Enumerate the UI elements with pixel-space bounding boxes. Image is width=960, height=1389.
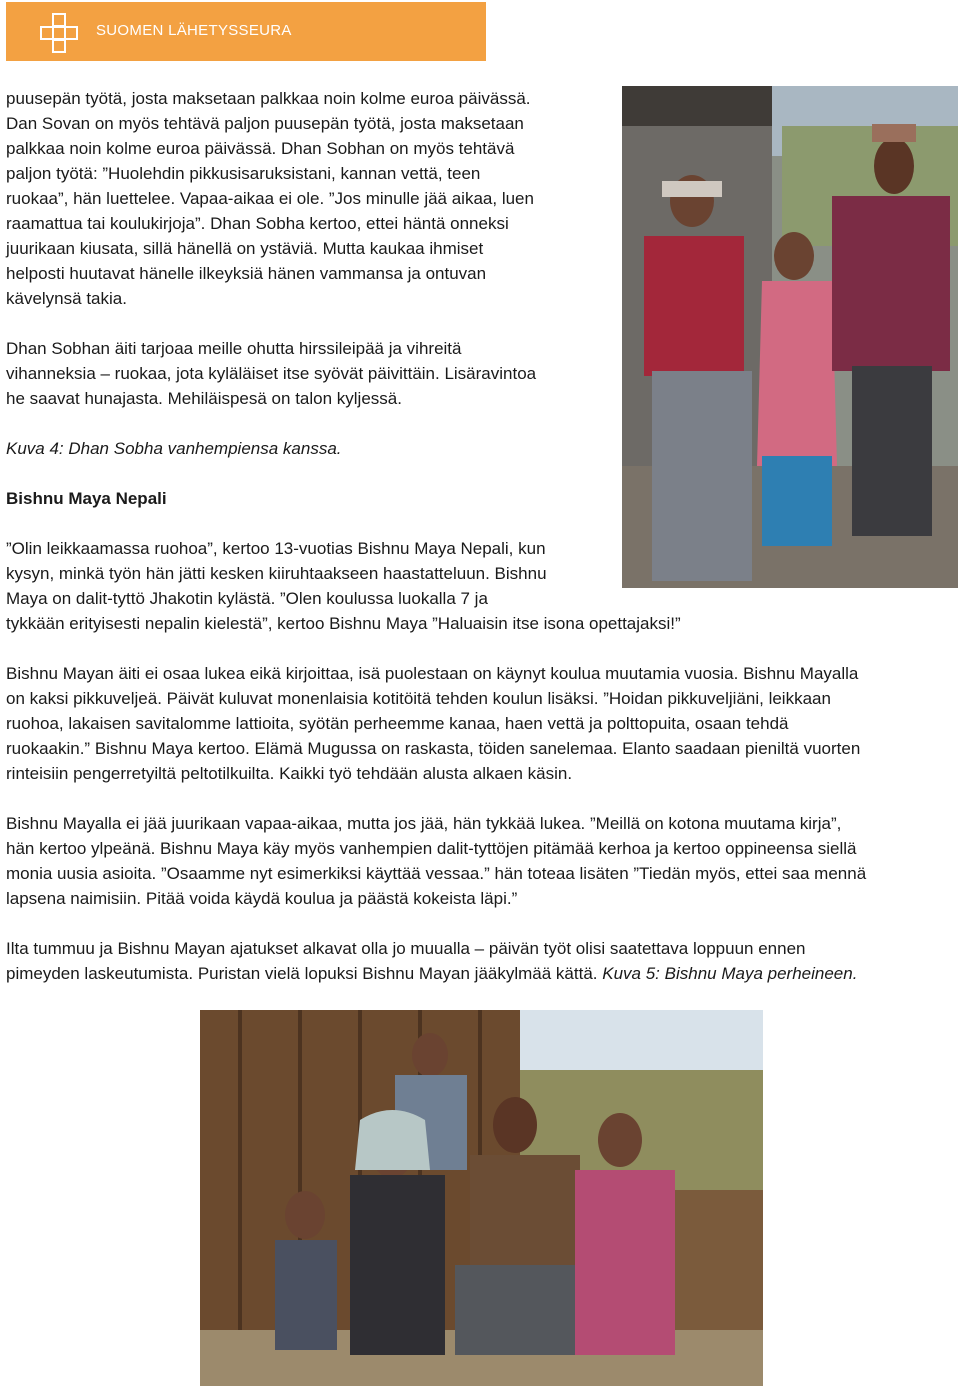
text-line: juurikaan kiusata, sillä hänellä on ystäviä. Mutta kaukaa ihmiset bbox=[6, 239, 484, 258]
text-line: kysyn, minkä työn hän jätti kesken kiiruhtaakseen haastatteluun. Bishnu bbox=[6, 564, 547, 583]
paragraph-5 bbox=[6, 811, 866, 911]
text-line: palkkaa noin kolme euroa päivässä. Dhan Sobhan on myös tehtävä bbox=[6, 139, 515, 158]
text-line: raamattua tai koulukirjoja”. Dhan Sobha kertoo, ettei häntä onneksi bbox=[6, 214, 509, 233]
text-line: lapsena naimisiin. Pitää voida käydä koulua ja päästä kokeista läpi.” bbox=[6, 889, 518, 908]
cross-logo-icon bbox=[36, 12, 82, 54]
text-line: vihanneksia – ruokaa, jota kyläläiset itse syövät päivittäin. Lisäravintoa bbox=[6, 364, 537, 383]
text-line: tykkään erityisesti nepalin kielestä”, kertoo Bishnu Maya ”Haluaisin itse isona opettajaksi!” bbox=[6, 614, 681, 633]
text-line: paljon työtä: ”Huolehdin pikkusisaruksistani, kannan vettä, teen bbox=[6, 164, 481, 183]
text-line: ruohoa, lakaisen savitalomme lattioita, syötän perheemme kanaa, haen vettä ja polttopuita, osaan tehdä bbox=[6, 714, 789, 733]
text-span: pimeyden laskeutumista. Puristan vielä lopuksi Bishnu Mayan jääkylmää kättä. bbox=[6, 964, 598, 983]
text-line: on kaksi pikkuveljeä. Päivät kuluvat monenlaisia kotitöitä tehden koulun lisäksi. ”Hoidan pikkuveljiäni, leikkaan bbox=[6, 689, 831, 708]
paragraph-3 bbox=[6, 536, 681, 636]
paragraph-4 bbox=[6, 661, 860, 786]
text-line: Dan Sovan on myös tehtävä paljon puusepän työtä, josta maksetaan bbox=[6, 114, 524, 133]
family-photo-dhan-sobha bbox=[622, 86, 958, 588]
text-line: ”Olin leikkaamassa ruohoa”, kertoo 13-vuotias Bishnu Maya Nepali, kun bbox=[6, 539, 546, 558]
figure-caption-5: Kuva 5: Bishnu Maya perheineen. bbox=[602, 964, 858, 983]
text-line: monia uusia asioita. ”Osaamme nyt esimerkiksi käyttää vessaa.” hän toteaa lisäten ”Tiedän myös, ettei saa mennä bbox=[6, 864, 867, 883]
text-line: Ilta tummuu ja Bishnu Mayan ajatukset alkavat olla jo muualla – päivän työt olisi saatettava loppuun ennen bbox=[6, 939, 806, 958]
text-line: puusepän työtä, josta maksetaan palkkaa noin kolme euroa päivässä. bbox=[6, 89, 531, 108]
text-line: helposti huutavat hänelle ilkeyksiä hänen vammansa ja ontuvan bbox=[6, 264, 487, 283]
paragraph-2 bbox=[6, 336, 536, 411]
text-line: ruokaakin.” Bishnu Maya kertoo. Elämä Mugussa on raskasta, töiden sanelemaa. Elanto saadaan pieniltä vuorten bbox=[6, 739, 861, 758]
brand-name: SUOMEN LÄHETYSSEURA bbox=[96, 22, 292, 39]
text-line: rinteisiin pengerretyiltä peltotilkuilta. Kaikki työ tehdään alusta alkaen käsin. bbox=[6, 764, 573, 783]
text-line: ruokaa”, hän luettelee. Vapaa-aikaa ei ole. ”Jos minulle jää aikaa, luen bbox=[6, 189, 534, 208]
family-photo-bishnu-maya bbox=[200, 1010, 763, 1386]
text-line: kävelynsä takia. bbox=[6, 289, 127, 308]
text-line: Bishnu Mayan äiti ei osaa lukea eikä kirjoittaa, isä puolestaan on käynyt koulua muutamia vuosia. Bishnu Mayalla bbox=[6, 664, 859, 683]
text-line: Bishnu Mayalla ei jää juurikaan vapaa-aikaa, mutta jos jää, hän tykkää lukea. ”Meillä on kotona muutama kirja”, bbox=[6, 814, 842, 833]
paragraph-1 bbox=[6, 86, 534, 311]
text-line: Dhan Sobhan äiti tarjoaa meille ohutta hirssileipää ja vihreitä bbox=[6, 339, 462, 358]
text-line bbox=[6, 961, 857, 986]
paragraph-6 bbox=[6, 936, 857, 986]
header-banner bbox=[6, 2, 486, 61]
figure-caption-4: Kuva 4: Dhan Sobha vanhempiensa kanssa. bbox=[6, 439, 342, 458]
section-heading: Bishnu Maya Nepali bbox=[6, 489, 167, 508]
text-line: hän kertoo ylpeänä. Bishnu Maya käy myös vanhempien dalit-tyttöjen pitämää kerhoa ja kertoo oppineensa siellä bbox=[6, 839, 857, 858]
text-line: Maya on dalit-tyttö Jhakotin kylästä. ”Olen koulussa luokalla 7 ja bbox=[6, 589, 488, 608]
text-line: he saavat hunajasta. Mehiläispesä on talon kyljessä. bbox=[6, 389, 402, 408]
